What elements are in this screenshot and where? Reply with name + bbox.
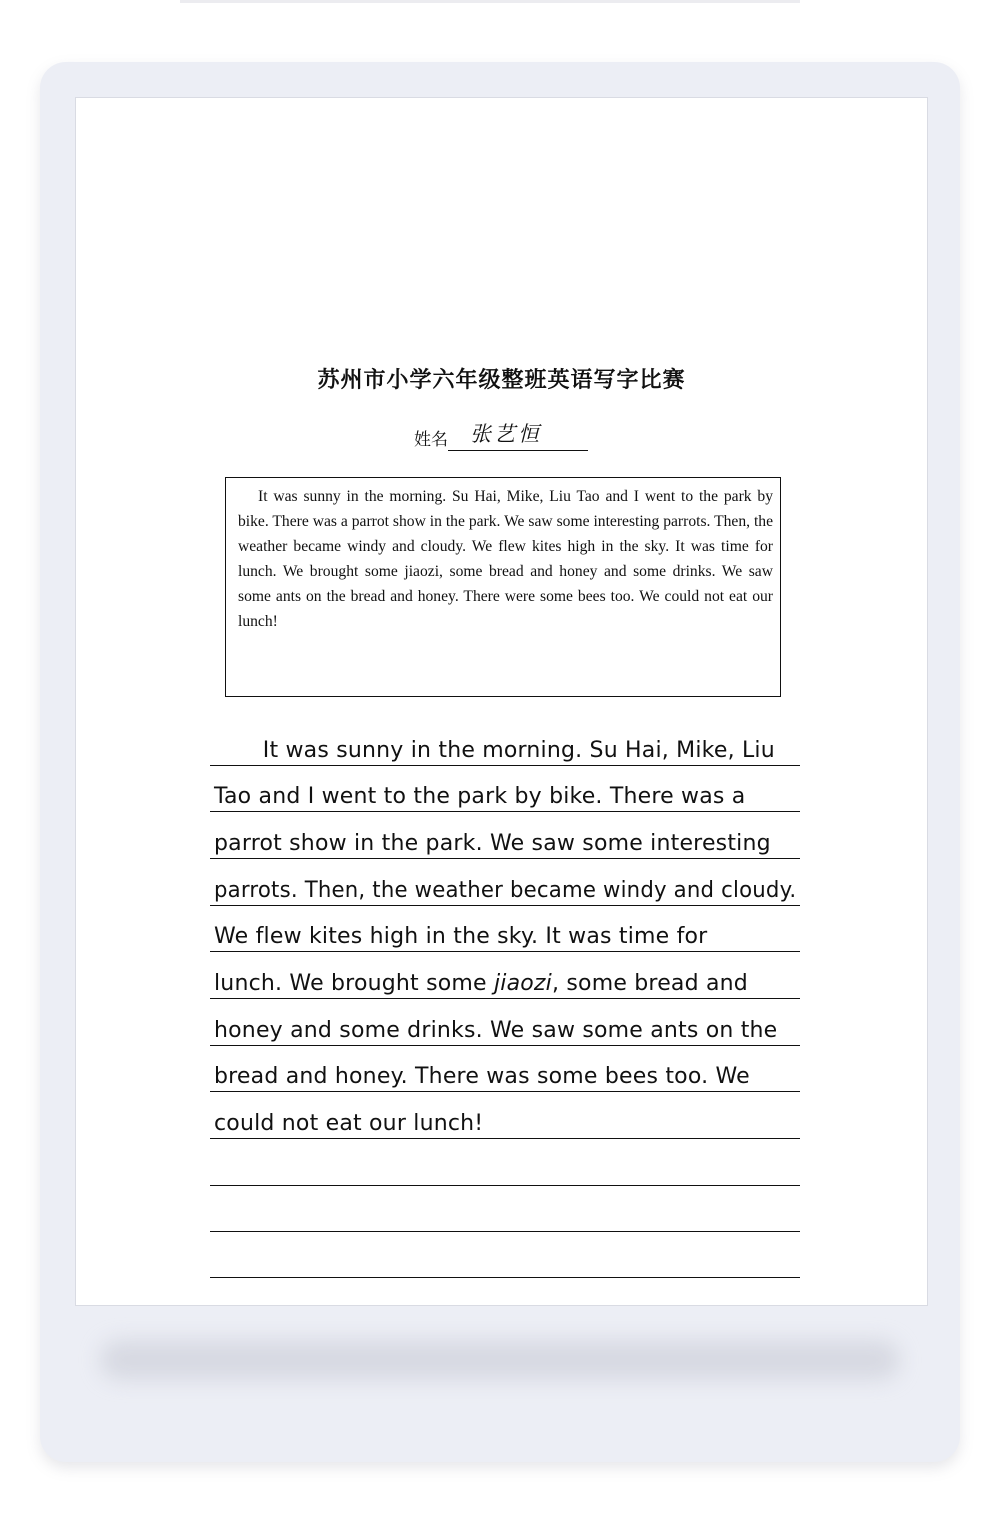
handwriting-line: [210, 1000, 800, 1046]
handwriting-line-empty: [210, 1186, 800, 1232]
handwriting-text: bread and honey. There was some bees too. We: [214, 1064, 750, 1089]
handwriting-line: [210, 906, 800, 952]
handwriting-text: parrots. Then, the weather became windy and cloudy.: [214, 878, 797, 903]
writing-rule: [210, 1277, 800, 1278]
handwriting-line: [210, 953, 800, 999]
name-label: 姓名: [414, 430, 448, 450]
handwriting-text: It was sunny in the morning. Su Hai, Mike, Liu: [234, 738, 775, 763]
handwriting-line: [210, 813, 800, 859]
handwriting-segment: lunch. We brought some: [214, 971, 494, 996]
handwriting-line: [210, 766, 800, 812]
name-value: 张艺恒: [470, 422, 542, 446]
handwriting-italic-word: jiaozi: [493, 971, 552, 996]
passage-text: It was sunny in the morning. Su Hai, Mike, Liu Tao and I went to the park by bike. There was a parrot show in the park. We saw some interesting parrots. Then, the weather became windy and cloudy. We flew kites high in the sky. It was time for lunch. We brought some jiaozi, some bread and honey and some drinks. We saw some ants on the bread and honey. There were some bees too. We could not eat our lunch!: [238, 488, 773, 630]
handwriting-text: honey and some drinks. We saw some ants on the: [214, 1018, 778, 1043]
handwriting-segment: , some bread and: [552, 971, 748, 996]
handwriting-text: could not eat our lunch!: [214, 1111, 484, 1136]
handwriting-text: [214, 969, 748, 999]
handwriting-line: [210, 1093, 800, 1139]
handwriting-area: [76, 98, 927, 1305]
handwriting-text: parrot show in the park. We saw some interesting: [214, 831, 771, 856]
handwriting-line: [210, 1046, 800, 1092]
handwriting-line-empty: [210, 1232, 800, 1278]
worksheet-title: 苏州市小学六年级整班英语写字比赛: [317, 368, 686, 393]
handwriting-line-empty: [210, 1140, 800, 1186]
handwriting-line: [210, 860, 800, 906]
handwriting-text: We flew kites high in the sky. It was time for: [214, 924, 708, 949]
handwriting-text: Tao and I went to the park by bike. There was a: [214, 784, 746, 809]
handwriting-line: [210, 720, 800, 766]
frame-shadow: [100, 1340, 900, 1380]
worksheet-paper: [75, 97, 928, 1306]
top-edge-strip: [180, 0, 800, 3]
